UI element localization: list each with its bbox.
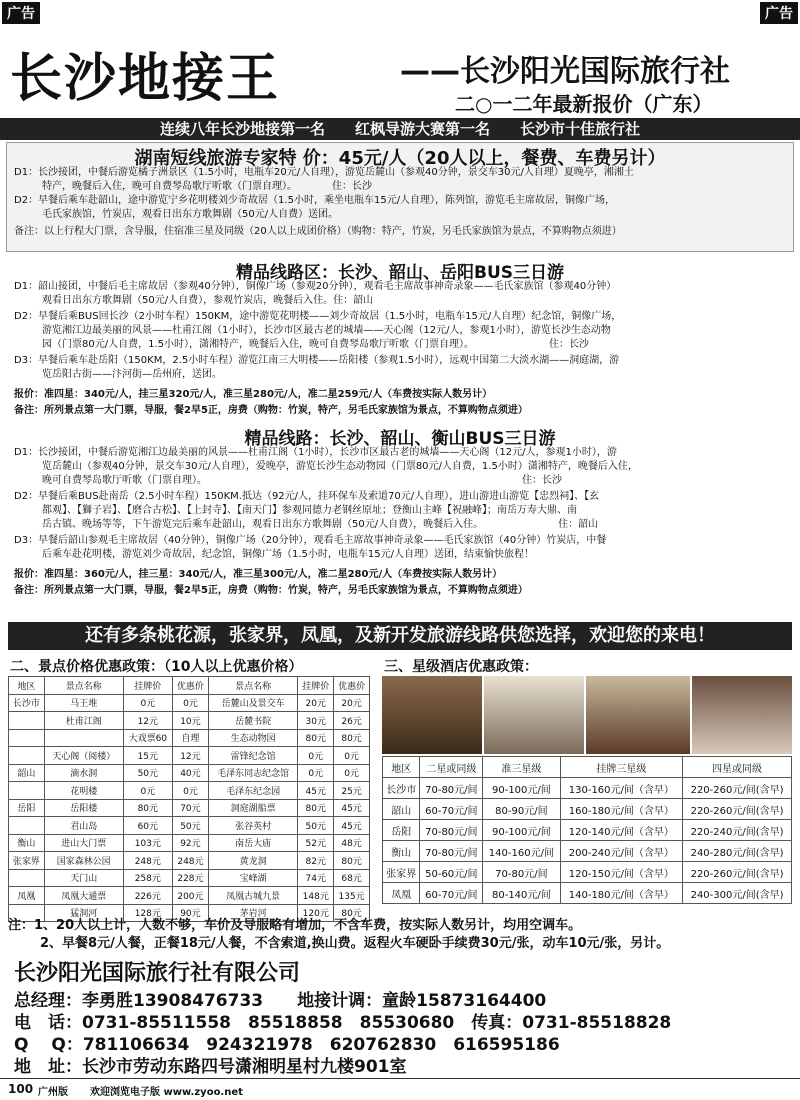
table-cell: 45元 [298, 782, 334, 800]
note-1: 注：1、20人以上计，人数不够，车价及导服略有增加，不含车费，按实际人数另计，均用空调车。 [8, 918, 582, 933]
table-cell: 洞庭湖船票 [208, 799, 298, 817]
table-cell: 248元 [123, 852, 172, 870]
scenic-title: 二、景点价格优惠政策：（10人以上优惠价格） [10, 659, 303, 675]
table-cell: 长沙市 [383, 778, 420, 799]
table-cell [9, 729, 45, 747]
table-cell: 20元 [298, 694, 334, 712]
table-cell: 岳阳 [9, 799, 45, 817]
scenic-row [9, 712, 370, 730]
table-cell: 80元 [334, 904, 370, 922]
route2-line: D2：早餐后乘BUS赴南岳（2.5小时车程）150KM.抵达（92元/人，挂环保车及索道70元/人自理），进山游进山游览【忠烈祠】、【玄 [14, 491, 600, 502]
table-cell: 天心阁（阅楼） [44, 747, 123, 765]
hotel-row [383, 883, 792, 904]
column-header: 二星或同级 [420, 757, 483, 778]
table-cell: 雷锋纪念馆 [208, 747, 298, 765]
main-title: 长沙地接王 [10, 49, 281, 109]
route1-line: 游览湘江边最美丽的风景——杜甫江阁（1小时），长沙市区最古老的城墙——天心阁（12元/人，参观1小时），游览长沙生态动物 [42, 325, 611, 336]
table-cell: 进山大门票 [44, 834, 123, 852]
short-line: D2：早餐后乘车赴韶山，途中游览宁乡花明楼刘少奇故居（1.5小时，乘坐电瓶车15元/人自理），陈列馆，游览毛主席故居，铜像广场， [14, 195, 616, 206]
table-cell: 50元 [173, 817, 209, 835]
route2-note: 备注：所列景点第一大门票，导服，餐2早5正，房费（购物：竹炭，特产，另毛氏家族馆为景点，不算购物点须进） [14, 585, 528, 596]
table-cell: 天门山 [44, 869, 123, 887]
short-note: 备注：以上行程大门票，含导服，住宿准三星及同级（20人以上成团价格）（购物：特产，竹炭，另毛氏家族馆为景点，不算购物点须进） [14, 226, 622, 237]
table-cell: 衡山 [383, 841, 420, 862]
table-cell: 92元 [173, 834, 209, 852]
note-2: 2、早餐8元/人餐，正餐18元/人餐，不含索道,换山费。返程火车硬卧手续费30元/张，动车10元/张，另计。 [40, 936, 670, 951]
hotel-title: 三、星级酒店优惠政策： [384, 659, 538, 675]
table-cell: 70-80元/间 [420, 778, 483, 799]
hotel-row [383, 820, 792, 841]
table-cell: 80-90元/间 [483, 799, 560, 820]
table-cell: 滴水洞 [44, 764, 123, 782]
route2-line: 晚可自费琴岛歌厅听歌（门票自理）。 住：长沙 [42, 475, 562, 486]
table-cell: 240-300元/间(含早) [683, 883, 792, 904]
table-cell: 140-160元/间 [483, 841, 560, 862]
company-name: 长沙阳光国际旅行社有限公司 [14, 961, 301, 986]
column-header: 景点名称 [208, 677, 298, 695]
short-line: 特产，晚餐后入住，晚可自费琴岛歌厅听歌（门票自理）。 住：长沙 [42, 181, 372, 192]
short-line: 毛氏家族馆，竹炭店，观看日出东方歌舞剧（50元/人自费）送团。 [42, 209, 339, 220]
table-cell: 0元 [173, 782, 209, 800]
table-cell: 0元 [298, 747, 334, 765]
table-cell: 岳麓山及景交车 [208, 694, 298, 712]
price-year: 二○一二年最新报价（广东） [455, 92, 713, 116]
table-cell: 猛洞河 [44, 904, 123, 922]
route2-line: 后乘车赴花明楼，游览刘少奇故居，纪念馆，铜像广场（1.5小时，电瓶车15元/人自理）送团，结束愉快旅程！ [42, 549, 534, 560]
table-cell: 220-240元/间(含早) [683, 820, 792, 841]
table-cell: 70元 [173, 799, 209, 817]
route1-price: 报价：准四星：340元/人，挂三星320元/人，准三星280元/人，准二星259元/人（车费按实际人数另计） [14, 389, 493, 400]
table-cell: 90元 [173, 904, 209, 922]
table-cell: 0元 [123, 694, 172, 712]
table-cell: 70-80元/间 [420, 841, 483, 862]
table-cell: 128元 [123, 904, 172, 922]
contact-line: 地 址：长沙市劳动东路四号潇湘明星村九楼901室 [14, 1057, 407, 1077]
scenic-row [9, 817, 370, 835]
table-cell: 0元 [334, 764, 370, 782]
table-cell: 60-70元/间 [420, 883, 483, 904]
table-cell: 248元 [173, 852, 209, 870]
hotel-table [382, 756, 792, 904]
table-cell: 凤凰大通票 [44, 887, 123, 905]
table-cell: 张谷英村 [208, 817, 298, 835]
scenic-row [9, 887, 370, 905]
footer-rule [0, 1078, 800, 1079]
route2-price: 报价：准四星：360元/人，挂三星：340元/人，准三星300元/人，准二星280元/人（车费按实际人数另计） [14, 569, 503, 580]
table-cell: 0元 [123, 782, 172, 800]
promo-banner: 还有多条桃花源，张家界，凤凰，及新开发旅游线路供您选择，欢迎您的来电！ [8, 622, 792, 650]
table-cell: 80元 [123, 799, 172, 817]
table-cell: 90-100元/间 [483, 820, 560, 841]
scenic-row [9, 747, 370, 765]
table-cell [44, 729, 123, 747]
table-cell: 30元 [298, 712, 334, 730]
route1-line: 观看日出东方歌舞剧（50元/人自费），参观竹炭店，晚餐后入住。住：韶山 [42, 295, 374, 306]
table-cell [9, 782, 45, 800]
table-cell: 花明楼 [44, 782, 123, 800]
table-cell: 国家森林公园 [44, 852, 123, 870]
table-cell: 120-150元/间（含早） [560, 862, 683, 883]
footer-url: 欢迎浏览电子版 www.zyoo.net [90, 1087, 243, 1098]
hotel-photo [586, 676, 690, 754]
agency-subtitle: ——长沙阳光国际旅行社 [400, 54, 730, 89]
ad-tag-right: 广告 [760, 2, 798, 24]
table-cell: 马王堆 [44, 694, 123, 712]
table-cell: 68元 [334, 869, 370, 887]
scenic-row [9, 729, 370, 747]
table-cell: 50元 [123, 764, 172, 782]
table-cell: 张家界 [383, 862, 420, 883]
hotel-row [383, 778, 792, 799]
route2-line: D1：长沙接团，中餐后游览湘江边最美丽的风景——杜甫江阁（1小时），长沙市区最古老的城墙——天心阁（12元/人，参观1小时），游 [14, 447, 617, 458]
table-cell: 52元 [298, 834, 334, 852]
table-cell: 82元 [298, 852, 334, 870]
table-cell: 80元 [298, 729, 334, 747]
table-cell: 60-70元/间 [420, 799, 483, 820]
scenic-row [9, 852, 370, 870]
route1-line: D1：韶山接团，中餐后毛主席故居（参观40分钟），铜像广场（参观20分钟），观看毛主席故事神奇录象——毛氏家族馆（参观40分钟） [14, 281, 617, 292]
table-cell: 韶山 [383, 799, 420, 820]
table-cell: 茅岩河 [208, 904, 298, 922]
hotel-photo [692, 676, 792, 754]
table-cell: 228元 [173, 869, 209, 887]
route1-line: 园（门票80元/人自费，1.5小时），潇湘特产，晚餐后入住，晚可自费琴岛歌厅听歌（门票自理）。 住：长沙 [42, 339, 589, 350]
route1-line: D2：早餐后乘BUS回长沙（2小时车程）150KM，途中游览花明楼——刘少奇故居（1.5小时，电瓶车15元/人自理）纪念馆，铜像广场， [14, 311, 622, 322]
table-cell: 宝峰湖 [208, 869, 298, 887]
table-cell: 48元 [334, 834, 370, 852]
table-cell: 50元 [298, 817, 334, 835]
table-cell: 226元 [123, 887, 172, 905]
table-cell: 160-180元/间（含早） [560, 799, 683, 820]
scenic-row [9, 799, 370, 817]
contact-line: 电 话：0731-85511558 85518858 85530680 传真：0731-85518828 [14, 1013, 672, 1033]
route1-note: 备注：所列景点第一大门票，导服，餐2早5正，房费（购物：竹炭，特产，另毛氏家族馆为景点，不算购物点须进） [14, 405, 528, 416]
table-cell: 200元 [173, 887, 209, 905]
short-line: D1：长沙接团，中餐后游览橘子洲景区（1.5小时，电瓶车20元/人自理），游览岳麓山（参观40分钟，景交车30元/人自理）夏晚亭，湘湘土 [14, 167, 634, 178]
table-cell: 80元 [334, 729, 370, 747]
route1-line: 览岳阳古街——汴河街—岳州府，送团。 [42, 369, 222, 380]
column-header: 挂牌价 [298, 677, 334, 695]
table-cell: 140-180元/间（含早） [560, 883, 683, 904]
column-header: 挂牌价 [123, 677, 172, 695]
table-cell: 120-140元/间（含早） [560, 820, 683, 841]
column-header: 准三星级 [483, 757, 560, 778]
column-header: 景点名称 [44, 677, 123, 695]
table-cell: 0元 [334, 747, 370, 765]
hotel-row [383, 841, 792, 862]
contact-line: 总经理：李勇胜13908476733 地接计调：童龄15873164400 [14, 991, 547, 1011]
table-cell: 凤凰 [383, 883, 420, 904]
ad-tag-left: 广告 [2, 2, 40, 24]
table-cell: 200-240元/间（含早） [560, 841, 683, 862]
table-cell: 10元 [173, 712, 209, 730]
table-cell: 南岳大庙 [208, 834, 298, 852]
route2-line: 岳古镇、晚场等等，下午游览完后乘车赴韶山，观看日出东方歌舞剧（50元/人自费），晚餐后入住。 住：韶山 [42, 519, 599, 530]
table-cell: 220-260元/间(含早) [683, 862, 792, 883]
table-cell: 70-80元/间 [420, 820, 483, 841]
magazine-edition: 广州版 [38, 1087, 68, 1098]
table-cell: 0元 [173, 694, 209, 712]
table-cell: 26元 [334, 712, 370, 730]
table-cell: 90-100元/间 [483, 778, 560, 799]
table-cell: 生态动物园 [208, 729, 298, 747]
table-cell [9, 817, 45, 835]
table-cell: 岳麓书院 [208, 712, 298, 730]
column-header: 四星或同级 [683, 757, 792, 778]
table-cell: 120元 [298, 904, 334, 922]
scenic-row [9, 782, 370, 800]
table-cell: 黄龙洞 [208, 852, 298, 870]
scenic-row [9, 764, 370, 782]
route1-title: 精品线路区：长沙、韶山、岳阳BUS三日游 [235, 263, 564, 283]
column-header: 地区 [9, 677, 45, 695]
hotel-photo [484, 676, 584, 754]
column-header: 优惠价 [334, 677, 370, 695]
table-cell: 12元 [173, 747, 209, 765]
table-cell [9, 712, 45, 730]
scenic-table [8, 676, 370, 922]
table-cell: 杜甫江阁 [44, 712, 123, 730]
hotel-photo [382, 676, 482, 754]
table-cell: 15元 [123, 747, 172, 765]
table-cell: 80元 [334, 852, 370, 870]
table-cell: 130-160元/间（含早） [560, 778, 683, 799]
table-cell [9, 747, 45, 765]
table-cell: 凤凰 [9, 887, 45, 905]
table-cell: 岳阳楼 [44, 799, 123, 817]
table-cell: 长沙市 [9, 694, 45, 712]
route2-title: 精品线路：长沙、韶山、衡山BUS三日游 [244, 429, 556, 449]
route2-line: D3：早餐后韶山参观毛主席故居（40分钟），铜像广场（20分钟），观看毛主席故事神奇录象——毛氏家族馆（40分钟）竹炭店，中餐 [14, 535, 607, 546]
table-cell: 148元 [298, 887, 334, 905]
table-cell: 70-80元/间 [483, 862, 560, 883]
scenic-row [9, 834, 370, 852]
table-cell: 大戏票60 [123, 729, 172, 747]
honor-banner: 连续八年长沙地接第一名 红枫导游大赛第一名 长沙市十佳旅行社 [0, 118, 800, 140]
table-cell: 103元 [123, 834, 172, 852]
table-cell: 0元 [298, 764, 334, 782]
table-cell: 毛泽东纪念园 [208, 782, 298, 800]
hotel-row [383, 799, 792, 820]
hotel-row [383, 862, 792, 883]
table-cell: 12元 [123, 712, 172, 730]
table-cell: 45元 [334, 799, 370, 817]
route2-line: 览岳麓山（参观40分钟，景交车30元/人自理），爱晚亭，游览长沙生态动物园（门票80元/人自费，1.5小时）潇湘特产，晚餐后入住， [42, 461, 638, 472]
table-cell: 220-260元/间(含早) [683, 778, 792, 799]
contact-line: Q Q：781106634 924321978 620762830 616595186 [14, 1035, 560, 1055]
table-cell: 40元 [173, 764, 209, 782]
table-cell: 258元 [123, 869, 172, 887]
table-cell: 衡山 [9, 834, 45, 852]
table-cell: 80-140元/间 [483, 883, 560, 904]
table-cell: 自理 [173, 729, 209, 747]
scenic-row [9, 869, 370, 887]
table-cell: 凤凰古城九景 [208, 887, 298, 905]
table-cell: 60元 [123, 817, 172, 835]
route1-line: D3：早餐后乘车赴岳阳（150KM，2.5小时车程）游览江南三大明楼——岳阳楼（参观1.5小时），远观中国第二大淡水湖——洞庭湖，游 [14, 355, 620, 366]
table-cell: 25元 [334, 782, 370, 800]
table-cell: 君山岛 [44, 817, 123, 835]
table-cell: 80元 [298, 799, 334, 817]
table-cell: 74元 [298, 869, 334, 887]
route2-line: 都观】、【獅子岩】、【磨合古松】、【上封寺】、【南天门】参观同德力老钢丝原址；登衡山主峰【祝融峰】；南岳万寿大鼎、南 [42, 505, 577, 516]
page-number: 100 [8, 1082, 34, 1096]
table-cell: 20元 [334, 694, 370, 712]
column-header: 挂牌三星级 [560, 757, 683, 778]
short-title: 湖南短线旅游专家特 价：45元/人（20人以上，餐费、车费另计） [134, 148, 666, 169]
table-cell: 45元 [334, 817, 370, 835]
table-cell: 220-260元/间(含早) [683, 799, 792, 820]
column-header: 优惠价 [173, 677, 209, 695]
column-header: 地区 [383, 757, 420, 778]
table-cell [9, 869, 45, 887]
table-cell: 韶山 [9, 764, 45, 782]
table-cell: 240-280元/间(含早) [683, 841, 792, 862]
table-cell: 50-60元/间 [420, 862, 483, 883]
scenic-row [9, 694, 370, 712]
table-cell: 张家界 [9, 852, 45, 870]
table-cell: 岳阳 [383, 820, 420, 841]
table-cell: 毛泽东同志纪念馆 [208, 764, 298, 782]
table-cell: 135元 [334, 887, 370, 905]
